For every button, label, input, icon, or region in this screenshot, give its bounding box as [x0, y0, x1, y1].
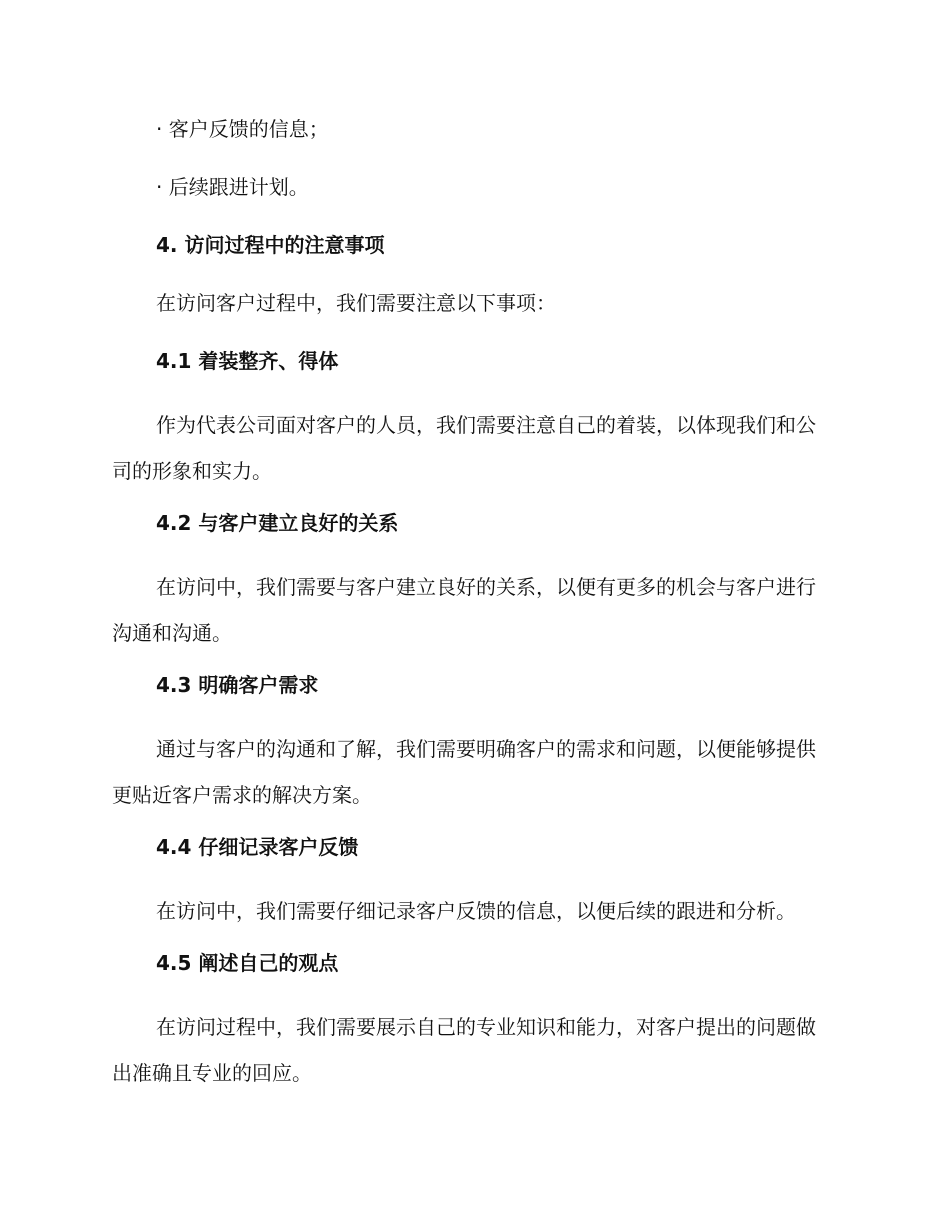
section-heading-4: 4. 访问过程中的注意事项 — [156, 233, 385, 257]
section-intro: 在访问客户过程中，我们需要注意以下事项： — [156, 291, 556, 315]
subsection-body-4-2: 在访问中，我们需要与客户建立良好的关系，以便有更多的机会与客户进行沟通和沟通。 — [112, 575, 816, 645]
subsection-heading-4-4: 4.4 仔细记录客户反馈 — [156, 835, 359, 859]
subsection-heading-4-2: 4.2 与客户建立良好的关系 — [156, 511, 399, 535]
bullet-item-feedback: · 客户反馈的信息； — [156, 117, 329, 141]
subsection-heading-4-3: 4.3 明确客户需求 — [156, 673, 319, 697]
subsection-body-4-4: 在访问中，我们需要仔细记录客户反馈的信息，以便后续的跟进和分析。 — [156, 899, 796, 923]
subsection-body-4-1: 作为代表公司面对客户的人员，我们需要注意自己的着装，以体现我们和公司的形象和实力。 — [112, 413, 816, 483]
subsection-body-4-3: 通过与客户的沟通和了解，我们需要明确客户的需求和问题，以便能够提供更贴近客户需求的解决方案。 — [112, 737, 816, 807]
subsection-heading-4-5: 4.5 阐述自己的观点 — [156, 951, 339, 975]
subsection-body-4-5: 在访问过程中，我们需要展示自己的专业知识和能力，对客户提出的问题做出准确且专业的回应。 — [112, 1015, 816, 1085]
bullet-item-followup: · 后续跟进计划。 — [156, 175, 309, 199]
subsection-heading-4-1: 4.1 着装整齐、得体 — [156, 349, 339, 373]
